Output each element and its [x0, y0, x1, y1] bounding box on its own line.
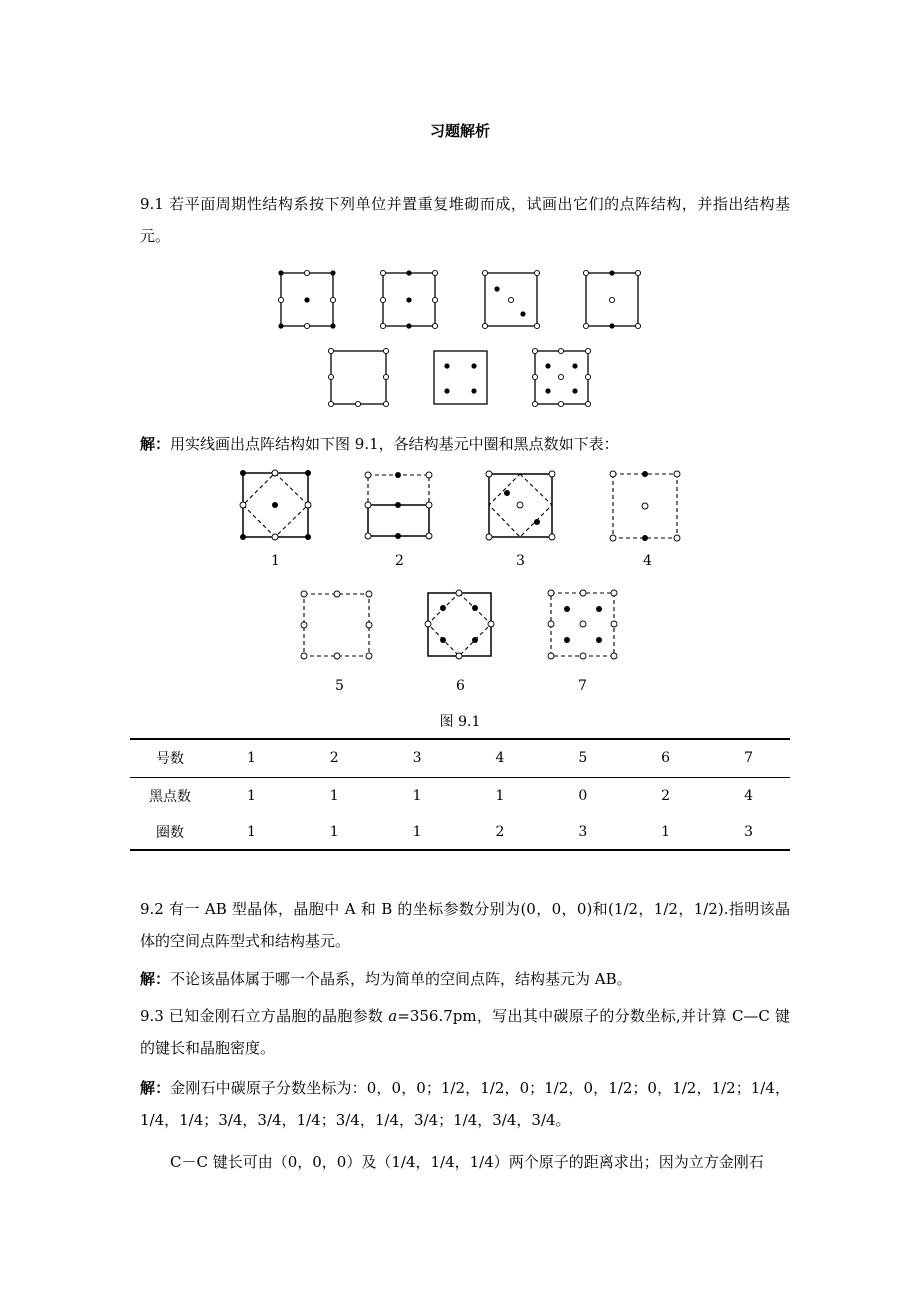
question-number: 9.1 — [140, 195, 164, 213]
figure-label: 1 — [271, 553, 280, 569]
question-9-1 — [140, 188, 790, 252]
answer-label: 解： — [140, 435, 171, 453]
lattice-5 — [301, 591, 372, 659]
table-cell: 1 — [329, 788, 339, 805]
question-9-2: 9.2 有一 AB 型晶体，晶胞中 A 和 B 的坐标参数分别为(0，0，0)和(1/2，1/2，1/2).指明该晶体的空间点阵型式和结构基元。 — [140, 900, 790, 950]
page-title: 习题解析 — [429, 122, 490, 140]
figure-label: 7 — [578, 678, 587, 694]
question-9-3 — [140, 1000, 790, 1064]
answer-9-3 — [140, 1072, 790, 1136]
answer-text: 不论该晶体属于哪一个晶系，均为简单的空间点阵，结构基元为 AB。 — [170, 970, 632, 988]
table-header-cell: 1 — [246, 750, 256, 767]
table-cell: 2 — [661, 788, 671, 805]
table-cell: 3 — [578, 824, 588, 840]
table-cell: 4 — [744, 788, 753, 805]
lattice-4 — [610, 471, 680, 541]
table-cell: 黑点数 — [149, 789, 191, 806]
figure-label: 4 — [643, 553, 652, 569]
answer-label: 解： — [140, 1079, 171, 1097]
figure-label: 3 — [516, 553, 525, 569]
figure-9-1 — [0, 465, 920, 685]
answer-label: 解： — [140, 970, 171, 988]
pattern-5-frame — [331, 351, 386, 404]
lattice-3 — [486, 471, 555, 540]
pattern-6-frame — [434, 351, 487, 404]
table-header-cell: 4 — [495, 750, 505, 767]
answer-text: 用实线画出点阵结构如下图 9.1，各结构基元中圈和黑点数如下表： — [170, 435, 619, 453]
table-cell: 2 — [495, 824, 505, 840]
table-header-cell: 2 — [329, 750, 339, 767]
table-cell: 圈数 — [156, 825, 184, 841]
figure-label: 5 — [335, 678, 344, 694]
table-cell: 1 — [246, 824, 256, 840]
answer-9-1 — [140, 428, 790, 460]
table-cell: 1 — [412, 788, 422, 805]
table-cell: 1 — [661, 824, 671, 840]
variable-a: a — [388, 1007, 398, 1025]
figure-label: 6 — [456, 678, 465, 694]
table-cell: 1 — [329, 824, 339, 840]
answer-9-3-continued: C－C 键长可由（0，0，0）及（1/4，1/4，1/4）两个原子的距离求出；因为立方金刚石 — [170, 1153, 764, 1171]
counts-table — [130, 738, 790, 851]
table-cell: 1 — [412, 824, 422, 840]
lattice-7 — [548, 590, 617, 659]
table-cell: 1 — [246, 788, 256, 805]
answer-text: 金刚石中碳原子分数坐标为：0，0，0；1/2，1/2，0；1/2，0，1/2；0，1/2，1/2；1/4，1/4，1/4；3/4，3/4，1/4；3/4，1/4，3/4；1/4，3/4，3/4。 — [140, 1079, 790, 1129]
question-text: 若平面周期性结构系按下列单位并置重复堆砌而成，试画出它们的点阵结构，并指出结构基元。 — [140, 195, 790, 245]
table-cell: 3 — [744, 824, 753, 840]
table-header-cell: 7 — [744, 750, 753, 767]
figure-label: 2 — [395, 553, 404, 569]
lattice-2 — [365, 472, 432, 539]
table-row — [130, 777, 790, 815]
table-header-cell: 5 — [578, 750, 588, 767]
question-suffix: =356.7pm，写出其中碳原子的分数坐标,并计算 C—C 键的键长和晶胞密度。 — [140, 1007, 790, 1057]
figure-caption: 图 9.1 — [439, 714, 481, 730]
table-row — [130, 815, 790, 850]
question-prefix: 9.3 已知金刚石立方晶胞的晶胞参数 — [140, 1007, 389, 1025]
lattice-6 — [425, 590, 494, 659]
table-header-cell: 3 — [412, 750, 422, 767]
table-cell: 1 — [495, 788, 505, 805]
answer-9-2 — [140, 963, 790, 995]
table-header-row — [130, 739, 790, 777]
table-header-cell: 号数 — [156, 751, 184, 768]
lattice-1 — [240, 470, 311, 540]
table-header-cell: 6 — [661, 750, 671, 767]
table-cell: 0 — [578, 788, 588, 805]
unit-patterns-figure — [0, 268, 920, 408]
